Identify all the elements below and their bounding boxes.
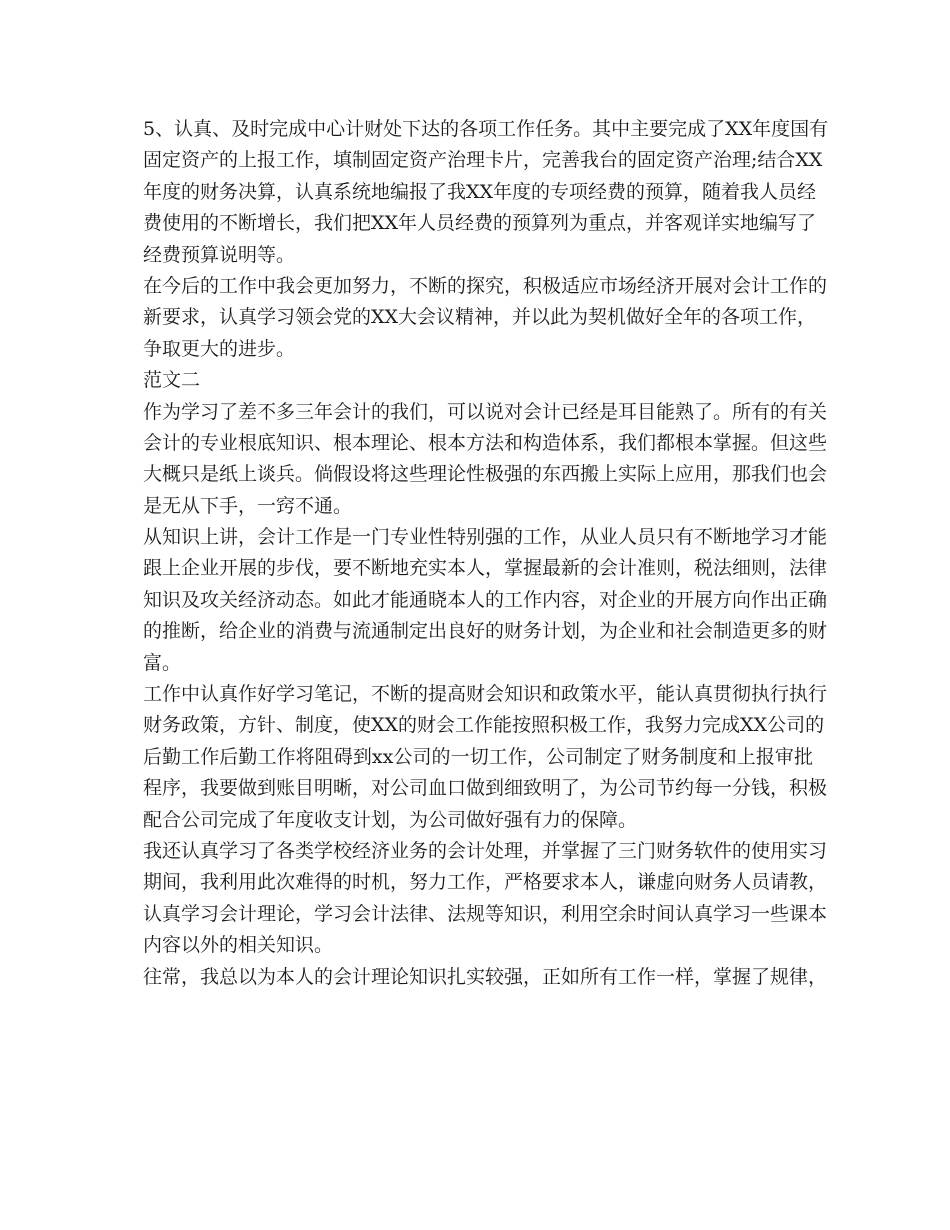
text-line: 是无从下手，一窍不通。 <box>143 494 353 517</box>
text-line: 固定资产的上报工作，填制固定资产治理卡片，完善我台的固定资产治理;结合XX <box>143 149 823 172</box>
text-line: 程序，我要做到账目明晰，对公司血口做到细致明了，为公司节约每一分钱，积极 <box>143 777 828 800</box>
text-line: 年度的财务决算，认真系统地编报了我XX年度的专项经费的预算，随着我人员经 <box>143 180 817 203</box>
text-line: 往常，我总以为本人的会计理论知识扎实较强，正如所有工作一样，掌握了规律， <box>143 965 828 988</box>
text-line: 费使用的不断增长，我们把XX年人员经费的预算列为重点，并客观详实地编写了 <box>143 212 817 235</box>
text-line: 知识及攻关经济动态。如此才能通晓本人的工作内容，对企业的开展方向作出正确 <box>143 588 828 611</box>
text-line: 跟上企业开展的步伐，要不断地充实本人，掌握最新的会计准则，税法细则，法律 <box>143 557 828 580</box>
text-line: 内容以外的相关知识。 <box>143 934 334 957</box>
text-line: 5、认真、及时完成中心计财处下达的各项工作任务。其中主要完成了XX年度国有 <box>143 118 829 140</box>
text-line: 后勤工作后勤工作将阻碍到xx公司的一切工作，公司制定了财务制度和上报审批 <box>143 745 813 768</box>
text-line: 在今后的工作中我会更加努力，不断的探究，积极适应市场经济开展对会计工作的 <box>143 274 828 297</box>
text-line: 工作中认真作好学习笔记，不断的提高财会知识和政策水平，能认真贯彻执行执行 <box>143 683 828 706</box>
text-line: 认真学习会计理论，学习会计法律、法规等知识，利用空余时间认真学习一些课本 <box>143 902 828 925</box>
text-line: 富。 <box>143 651 182 674</box>
text-line: 大概只是纸上谈兵。倘假设将这些理论性极强的东西搬上实际上应用，那我们也会 <box>143 463 828 486</box>
text-line: 配合公司完成了年度收支计划，为公司做好强有力的保障。 <box>143 808 638 831</box>
text-line: 作为学习了差不多三年会计的我们，可以说对会计已经是耳目能熟了。所有的有关 <box>143 400 828 423</box>
text-line: 争取更大的进步。 <box>143 337 296 360</box>
text-line: 财务政策，方针、制度，使XX的财会工作能按照积极工作，我努力完成XX公司的 <box>143 714 825 737</box>
text-line: 我还认真学习了各类学校经济业务的会计处理，并掌握了三门财务软件的使用实习 <box>143 839 828 862</box>
text-line: 期间，我利用此次难得的时机，努力工作，严格要求本人，谦虚向财务人员请教， <box>143 871 828 894</box>
text-line: 的推断，给企业的消费与流通制定出良好的财务计划，为企业和社会制造更多的财 <box>143 620 828 643</box>
text-line: 新要求，认真学习领会党的XX大会议精神，并以此为契机做好全年的各项工作， <box>143 306 817 329</box>
document-body <box>143 114 829 993</box>
text-line: 范文二 <box>143 369 201 392</box>
text-line: 从知识上讲，会计工作是一门专业性特别强的工作，从业人员只有不断地学习才能 <box>143 526 828 549</box>
text-line: 会计的专业根底知识、根本理论、根本方法和构造体系，我们都根本掌握。但这些 <box>143 431 828 454</box>
text-line: 经费预算说明等。 <box>143 243 296 266</box>
